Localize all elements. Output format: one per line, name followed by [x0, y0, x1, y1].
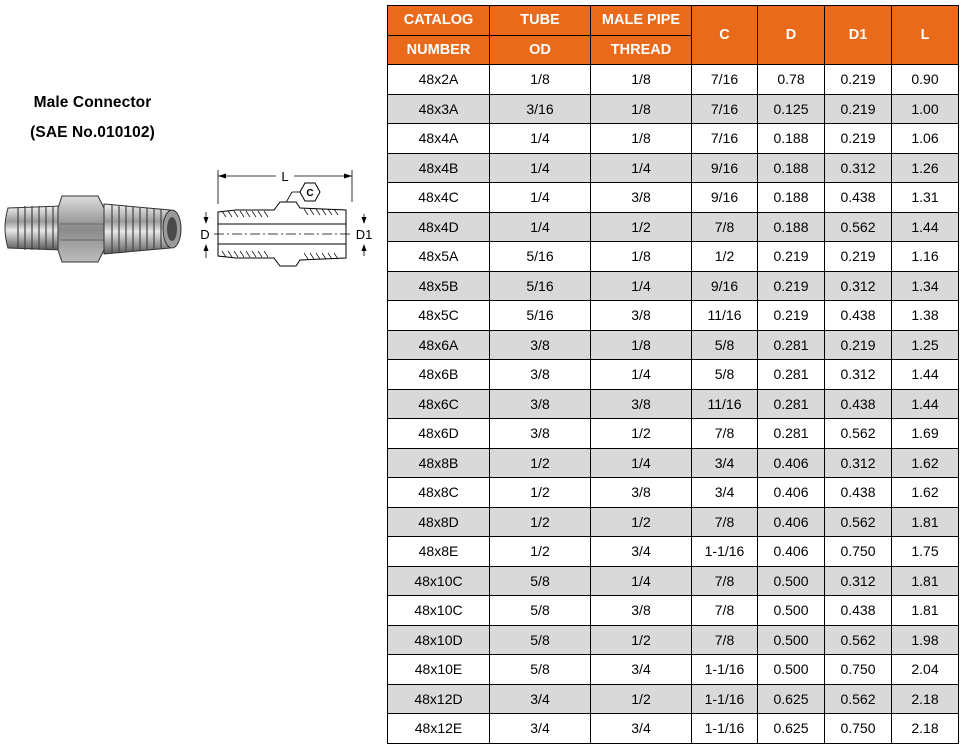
tube-dia-label: D [200, 227, 210, 242]
dim-d-cell: 0.281 [758, 330, 825, 360]
dim-l-cell: 1.81 [892, 566, 959, 596]
header-thread: MALE PIPE [591, 6, 692, 36]
tube-od-cell: 1/4 [490, 124, 591, 154]
catalog-number-cell: 48x8E [388, 537, 490, 567]
product-title: Male Connector [33, 94, 152, 111]
dim-c-cell: 3/4 [692, 448, 758, 478]
dim-l-cell: 2.18 [892, 684, 959, 714]
pipe-thread-cell: 1/4 [591, 153, 692, 183]
catalog-number-cell: 48x4A [388, 124, 490, 154]
pipe-thread-cell: 3/4 [591, 655, 692, 685]
dim-d-cell: 0.281 [758, 419, 825, 449]
dim-c-cell: 3/4 [692, 478, 758, 508]
catalog-number-cell: 48x12E [388, 714, 490, 744]
pipe-thread-cell: 3/8 [591, 478, 692, 508]
pipe-dia-label: D1 [355, 227, 373, 242]
table-row [388, 566, 959, 596]
dim-d-cell: 0.188 [758, 183, 825, 213]
pipe-thread-cell: 1/2 [591, 212, 692, 242]
dim-l-cell: 0.90 [892, 65, 959, 95]
tube-od-cell: 3/8 [490, 360, 591, 390]
dimension-drawing [196, 162, 382, 282]
catalog-number-cell: 48x6A [388, 330, 490, 360]
dim-d-cell: 0.500 [758, 625, 825, 655]
catalog-number-cell: 48x8D [388, 507, 490, 537]
dim-d-cell: 0.625 [758, 714, 825, 744]
dim-l-cell: 1.38 [892, 301, 959, 331]
tube-od-cell: 5/16 [490, 242, 591, 272]
dim-d-cell: 0.188 [758, 212, 825, 242]
dim-c-cell: 1-1/16 [692, 684, 758, 714]
spec-table [387, 5, 959, 744]
table-row [388, 301, 959, 331]
dim-d-cell: 0.219 [758, 242, 825, 272]
dim-d1-cell: 0.562 [825, 419, 892, 449]
product-standard: (SAE No.010102) [30, 124, 155, 141]
tube-od-cell: 5/8 [490, 655, 591, 685]
dim-d1-cell: 0.562 [825, 507, 892, 537]
dim-l-cell: 1.81 [892, 596, 959, 626]
tube-od-cell: 1/2 [490, 507, 591, 537]
tube-od-cell: 1/4 [490, 183, 591, 213]
header-row-1 [388, 6, 959, 36]
dim-l-cell: 2.18 [892, 714, 959, 744]
tube-od-cell: 3/4 [490, 684, 591, 714]
catalog-number-cell: 48x12D [388, 684, 490, 714]
table-row [388, 478, 959, 508]
hex-label: C [306, 188, 314, 199]
table-row [388, 360, 959, 390]
dim-d-cell: 0.625 [758, 684, 825, 714]
table-row [388, 212, 959, 242]
pipe-thread-cell: 1/8 [591, 242, 692, 272]
pipe-thread-cell: 3/8 [591, 301, 692, 331]
dim-d1-cell: 0.312 [825, 153, 892, 183]
tube-od-cell: 5/8 [490, 625, 591, 655]
pipe-thread-cell: 1/8 [591, 330, 692, 360]
dim-d-cell: 0.406 [758, 448, 825, 478]
dim-d-cell: 0.500 [758, 596, 825, 626]
pipe-thread-cell: 1/8 [591, 124, 692, 154]
dim-l-cell: 1.75 [892, 537, 959, 567]
table-row [388, 625, 959, 655]
dim-d1-cell: 0.750 [825, 655, 892, 685]
tube-od-cell: 5/16 [490, 301, 591, 331]
dim-c-cell: 1-1/16 [692, 537, 758, 567]
dim-c-cell: 7/16 [692, 124, 758, 154]
dim-d1-cell: 0.562 [825, 684, 892, 714]
catalog-number-cell: 48x5A [388, 242, 490, 272]
catalog-number-cell: 48x4C [388, 183, 490, 213]
pipe-thread-cell: 3/4 [591, 714, 692, 744]
dim-c-cell: 1/2 [692, 242, 758, 272]
table-row [388, 153, 959, 183]
table-row [388, 537, 959, 567]
table-row [388, 507, 959, 537]
dim-d1-cell: 0.312 [825, 360, 892, 390]
pipe-thread-cell: 1/2 [591, 507, 692, 537]
dim-l-cell: 1.25 [892, 330, 959, 360]
catalog-number-cell: 48x6B [388, 360, 490, 390]
dim-c-cell: 7/8 [692, 566, 758, 596]
pipe-thread-cell: 1/4 [591, 566, 692, 596]
table-row [388, 596, 959, 626]
dim-d-cell: 0.219 [758, 301, 825, 331]
catalog-number-cell: 48x10C [388, 566, 490, 596]
tube-od-cell: 5/8 [490, 566, 591, 596]
dim-c-cell: 7/16 [692, 94, 758, 124]
dim-d1-cell: 0.219 [825, 330, 892, 360]
pipe-thread-cell: 3/4 [591, 537, 692, 567]
catalog-number-cell: 48x10C [388, 596, 490, 626]
dim-l-cell: 1.44 [892, 360, 959, 390]
table-row [388, 65, 959, 95]
tube-od-cell: 1/2 [490, 448, 591, 478]
dim-d-cell: 0.188 [758, 153, 825, 183]
dim-c-cell: 9/16 [692, 271, 758, 301]
tube-od-cell: 1/4 [490, 153, 591, 183]
table-row [388, 271, 959, 301]
dim-c-cell: 5/8 [692, 330, 758, 360]
catalog-number-cell: 48x8C [388, 478, 490, 508]
dim-c-cell: 7/8 [692, 507, 758, 537]
catalog-number-cell: 48x4B [388, 153, 490, 183]
tube-od-cell: 3/16 [490, 94, 591, 124]
tube-od-cell: 3/4 [490, 714, 591, 744]
table-row [388, 183, 959, 213]
catalog-number-cell: 48x6D [388, 419, 490, 449]
catalog-number-cell: 48x3A [388, 94, 490, 124]
dim-d1-cell: 0.312 [825, 448, 892, 478]
dim-d-cell: 0.406 [758, 478, 825, 508]
dim-c-cell: 1-1/16 [692, 714, 758, 744]
catalog-number-cell: 48x4D [388, 212, 490, 242]
dim-d1-cell: 0.438 [825, 301, 892, 331]
dim-c-cell: 11/16 [692, 389, 758, 419]
table-row [388, 419, 959, 449]
dim-l-cell: 1.00 [892, 94, 959, 124]
table-row [388, 94, 959, 124]
dim-l-cell: 1.16 [892, 242, 959, 272]
pipe-thread-cell: 3/8 [591, 596, 692, 626]
pipe-thread-cell: 1/2 [591, 684, 692, 714]
dim-c-cell: 11/16 [692, 301, 758, 331]
catalog-number-cell: 48x5C [388, 301, 490, 331]
dim-l-cell: 1.81 [892, 507, 959, 537]
dim-d1-cell: 0.750 [825, 537, 892, 567]
tube-od-cell: 3/8 [490, 389, 591, 419]
header-catalog: CATALOG [388, 6, 490, 36]
table-row [388, 330, 959, 360]
tube-od-cell: 3/8 [490, 419, 591, 449]
dim-c-cell: 5/8 [692, 360, 758, 390]
catalog-number-cell: 48x2A [388, 65, 490, 95]
pipe-thread-cell: 1/8 [591, 94, 692, 124]
dim-l-cell: 1.44 [892, 212, 959, 242]
table-row [388, 448, 959, 478]
dim-d1-cell: 0.562 [825, 212, 892, 242]
dim-c-cell: 7/8 [692, 625, 758, 655]
pipe-thread-cell: 1/2 [591, 625, 692, 655]
header-thread-2: THREAD [591, 35, 692, 65]
catalog-number-cell: 48x6C [388, 389, 490, 419]
connector-photo [0, 188, 190, 278]
header-tube: TUBE [490, 6, 591, 36]
dim-d1-cell: 0.750 [825, 714, 892, 744]
table-row [388, 389, 959, 419]
dim-d-cell: 0.281 [758, 389, 825, 419]
table-row [388, 714, 959, 744]
tube-od-cell: 1/2 [490, 478, 591, 508]
dim-l-cell: 1.44 [892, 389, 959, 419]
dim-d1-cell: 0.312 [825, 271, 892, 301]
dim-d-cell: 0.78 [758, 65, 825, 95]
dim-d1-cell: 0.562 [825, 625, 892, 655]
dim-d-cell: 0.219 [758, 271, 825, 301]
header-od: OD [490, 35, 591, 65]
header-c: C [692, 6, 758, 65]
dim-l-cell: 1.62 [892, 478, 959, 508]
dim-d1-cell: 0.219 [825, 94, 892, 124]
dim-d1-cell: 0.438 [825, 389, 892, 419]
dim-c-cell: 9/16 [692, 183, 758, 213]
dim-l-cell: 1.34 [892, 271, 959, 301]
catalog-number-cell: 48x8B [388, 448, 490, 478]
dim-d-cell: 0.125 [758, 94, 825, 124]
dim-d-cell: 0.500 [758, 566, 825, 596]
table-row [388, 124, 959, 154]
dim-d1-cell: 0.219 [825, 242, 892, 272]
dim-l-cell: 1.06 [892, 124, 959, 154]
header-number: NUMBER [388, 35, 490, 65]
dim-c-cell: 7/8 [692, 419, 758, 449]
pipe-thread-cell: 1/4 [591, 360, 692, 390]
dim-d-cell: 0.500 [758, 655, 825, 685]
catalog-number-cell: 48x5B [388, 271, 490, 301]
dim-c-cell: 7/8 [692, 212, 758, 242]
tube-od-cell: 5/16 [490, 271, 591, 301]
header-l: L [892, 6, 959, 65]
catalog-number-cell: 48x10E [388, 655, 490, 685]
tube-od-cell: 1/2 [490, 537, 591, 567]
table-row [388, 684, 959, 714]
tube-od-cell: 1/8 [490, 65, 591, 95]
tube-od-cell: 5/8 [490, 596, 591, 626]
dim-d1-cell: 0.438 [825, 596, 892, 626]
tube-od-cell: 1/4 [490, 212, 591, 242]
dim-d1-cell: 0.438 [825, 183, 892, 213]
dim-d1-cell: 0.219 [825, 65, 892, 95]
dim-l-cell: 2.04 [892, 655, 959, 685]
dim-d-cell: 0.406 [758, 537, 825, 567]
table-row [388, 242, 959, 272]
pipe-thread-cell: 3/8 [591, 389, 692, 419]
dim-d1-cell: 0.219 [825, 124, 892, 154]
dim-c-cell: 9/16 [692, 153, 758, 183]
dim-c-cell: 7/16 [692, 65, 758, 95]
pipe-thread-cell: 1/4 [591, 448, 692, 478]
pipe-thread-cell: 1/4 [591, 271, 692, 301]
dim-d-cell: 0.188 [758, 124, 825, 154]
dim-d-cell: 0.281 [758, 360, 825, 390]
pipe-thread-cell: 3/8 [591, 183, 692, 213]
dim-l-cell: 1.98 [892, 625, 959, 655]
dim-l-cell: 1.26 [892, 153, 959, 183]
header-d: D [758, 6, 825, 65]
dim-c-cell: 7/8 [692, 596, 758, 626]
pipe-thread-cell: 1/8 [591, 65, 692, 95]
pipe-thread-cell: 1/2 [591, 419, 692, 449]
dim-l-cell: 1.62 [892, 448, 959, 478]
dim-d-cell: 0.406 [758, 507, 825, 537]
dim-c-cell: 1-1/16 [692, 655, 758, 685]
tube-od-cell: 3/8 [490, 330, 591, 360]
header-d1: D1 [825, 6, 892, 65]
length-label: L [281, 169, 289, 184]
table-row [388, 655, 959, 685]
dim-d1-cell: 0.312 [825, 566, 892, 596]
dim-d1-cell: 0.438 [825, 478, 892, 508]
dim-l-cell: 1.31 [892, 183, 959, 213]
dim-l-cell: 1.69 [892, 419, 959, 449]
catalog-number-cell: 48x10D [388, 625, 490, 655]
